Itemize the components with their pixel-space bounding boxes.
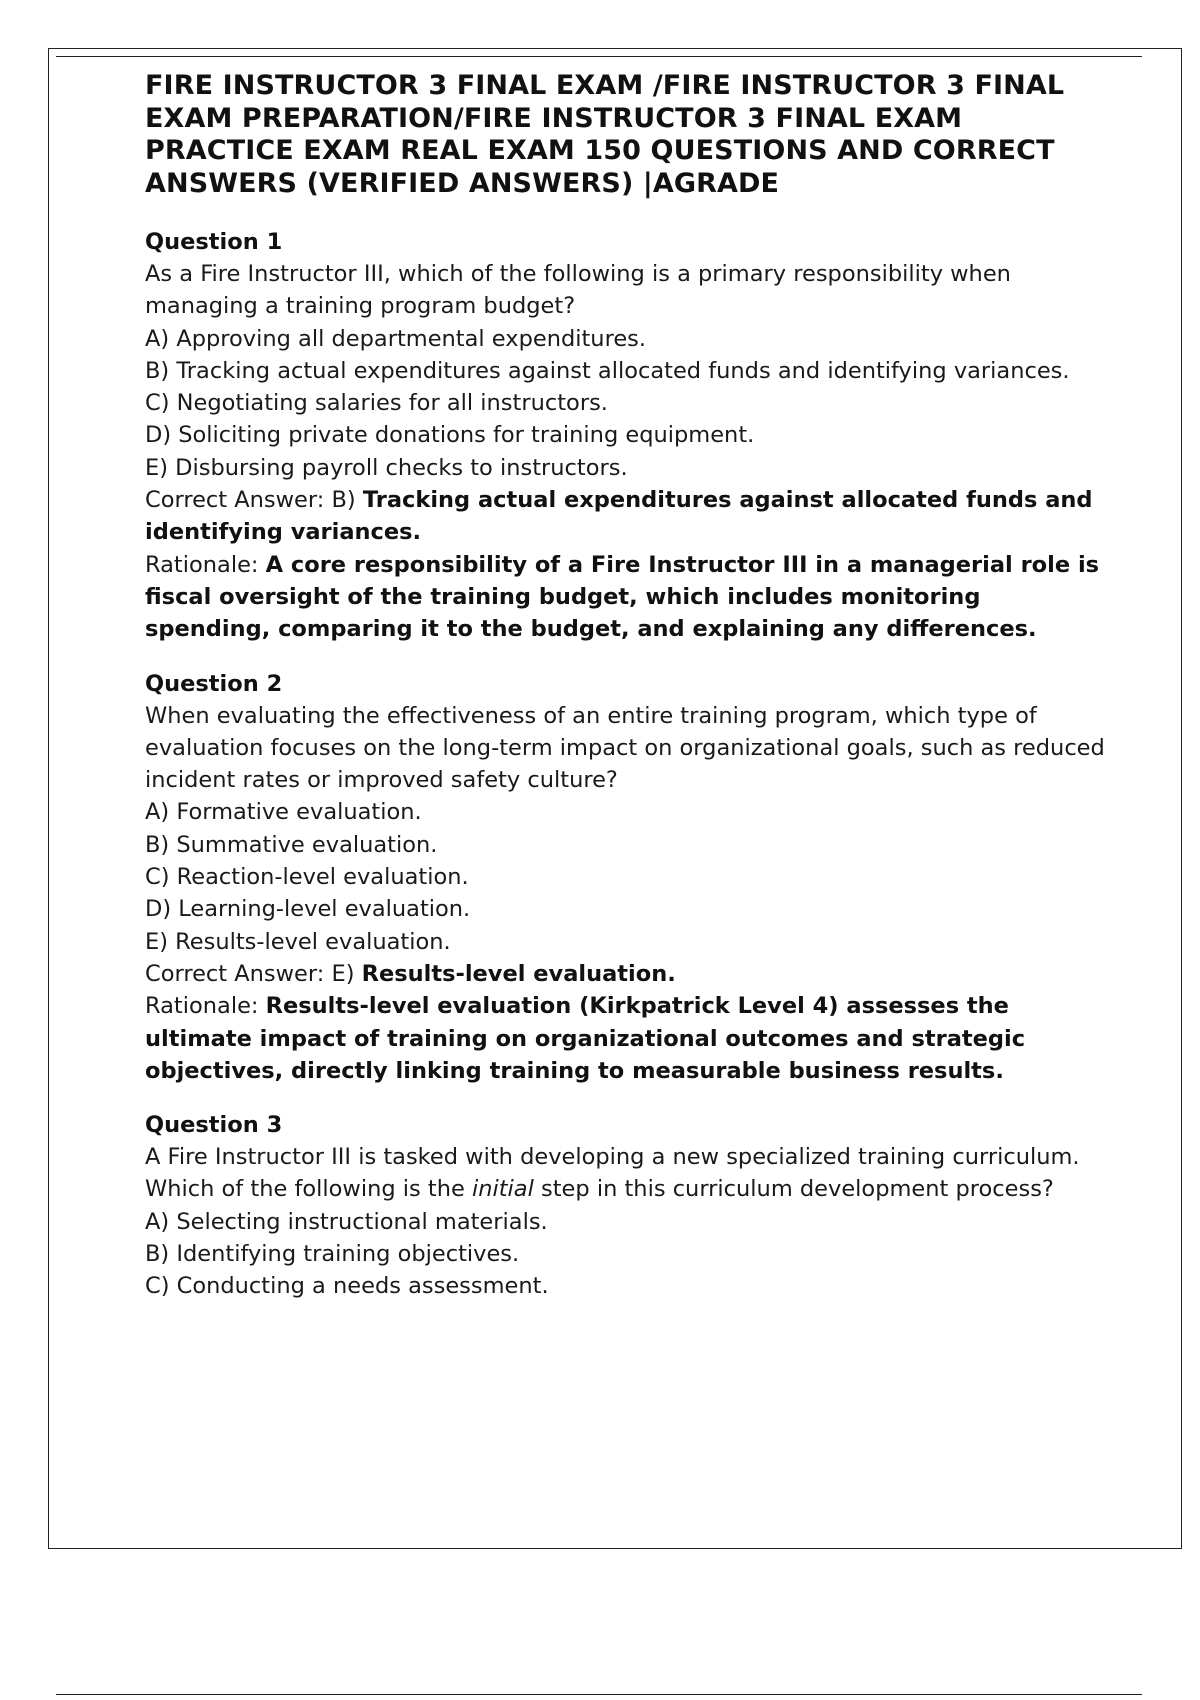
question-text-emphasis: initial	[471, 1176, 534, 1203]
question-text-start: A Fire Instructor III is tasked with developing a new specialized training curriculum. Which of the following is the	[145, 1144, 1080, 1203]
answer-option: A) Formative evaluation.	[145, 799, 422, 826]
answer-option: A) Approving all departmental expenditures.	[145, 325, 647, 352]
answer-option: A) Selecting instructional materials.	[145, 1208, 548, 1235]
answer-option: B) Tracking actual expenditures against allocated funds and identifying variances.	[145, 357, 1070, 384]
correct-answer-label: Correct Answer: E)	[145, 960, 362, 987]
rationale	[145, 549, 1105, 646]
question-block	[145, 1109, 1105, 1302]
question-block	[145, 226, 1105, 646]
answer-option: E) Results-level evaluation.	[145, 928, 451, 955]
answer-option: C) Conducting a needs assessment.	[145, 1273, 549, 1300]
document-body	[145, 70, 1105, 1325]
rationale-label: Rationale:	[145, 551, 266, 578]
document-title: FIRE INSTRUCTOR 3 FINAL EXAM /FIRE INSTRUCTOR 3 FINAL EXAM PREPARATION/FIRE INSTRUCTOR 3 FINAL EXAM PRACTICE EXAM REAL EXAM 150 QUESTIONS AND CORRECT ANSWERS (VERIFIED ANSWERS) |AGRADE	[145, 70, 1065, 199]
question-block	[145, 668, 1105, 1088]
correct-answer-text: Results-level evaluation.	[361, 960, 676, 987]
question-text: As a Fire Instructor III, which of the following is a primary responsibility when managing a training program budget?	[145, 261, 1011, 320]
answer-option: C) Reaction-level evaluation.	[145, 864, 469, 891]
question-text-end: step in this curriculum development process?	[533, 1176, 1054, 1203]
answer-option: E) Disbursing payroll checks to instructors.	[145, 454, 628, 481]
rationale-text: A core responsibility of a Fire Instructor III in a managerial role is fiscal oversight of the training budget, which includes monitoring spending, comparing it to the budget, and explaining any differences.	[145, 551, 1100, 643]
correct-answer	[145, 958, 1105, 990]
header-rule	[56, 56, 1142, 57]
correct-answer-text: Tracking actual expenditures against allocated funds and identifying variances.	[145, 487, 1093, 546]
correct-answer	[145, 484, 1105, 549]
correct-answer-label: Correct Answer: B)	[145, 487, 363, 514]
answer-option: C) Negotiating salaries for all instructors.	[145, 390, 608, 417]
answer-option: B) Identifying training objectives.	[145, 1241, 520, 1268]
question-heading: Question 3	[145, 1112, 283, 1139]
rationale	[145, 990, 1105, 1087]
rationale-label: Rationale:	[145, 993, 266, 1020]
rationale-text: Results-level evaluation (Kirkpatrick Level 4) assesses the ultimate impact of training on organizational outcomes and strategic objectives, directly linking training to measurable business results.	[145, 993, 1026, 1084]
answer-option: D) Soliciting private donations for training equipment.	[145, 422, 755, 449]
question-heading: Question 2	[145, 670, 283, 697]
question-text: When evaluating the effectiveness of an entire training program, which type of evaluation focuses on the long-term impact on organizational goals, such as reduced incident rates or improved safety culture?	[145, 702, 1105, 794]
footer-rule	[56, 1694, 1142, 1695]
question-text	[145, 1141, 1105, 1206]
answer-option: D) Learning-level evaluation.	[145, 896, 471, 923]
answer-option: B) Summative evaluation.	[145, 831, 438, 858]
question-heading: Question 1	[145, 229, 283, 255]
